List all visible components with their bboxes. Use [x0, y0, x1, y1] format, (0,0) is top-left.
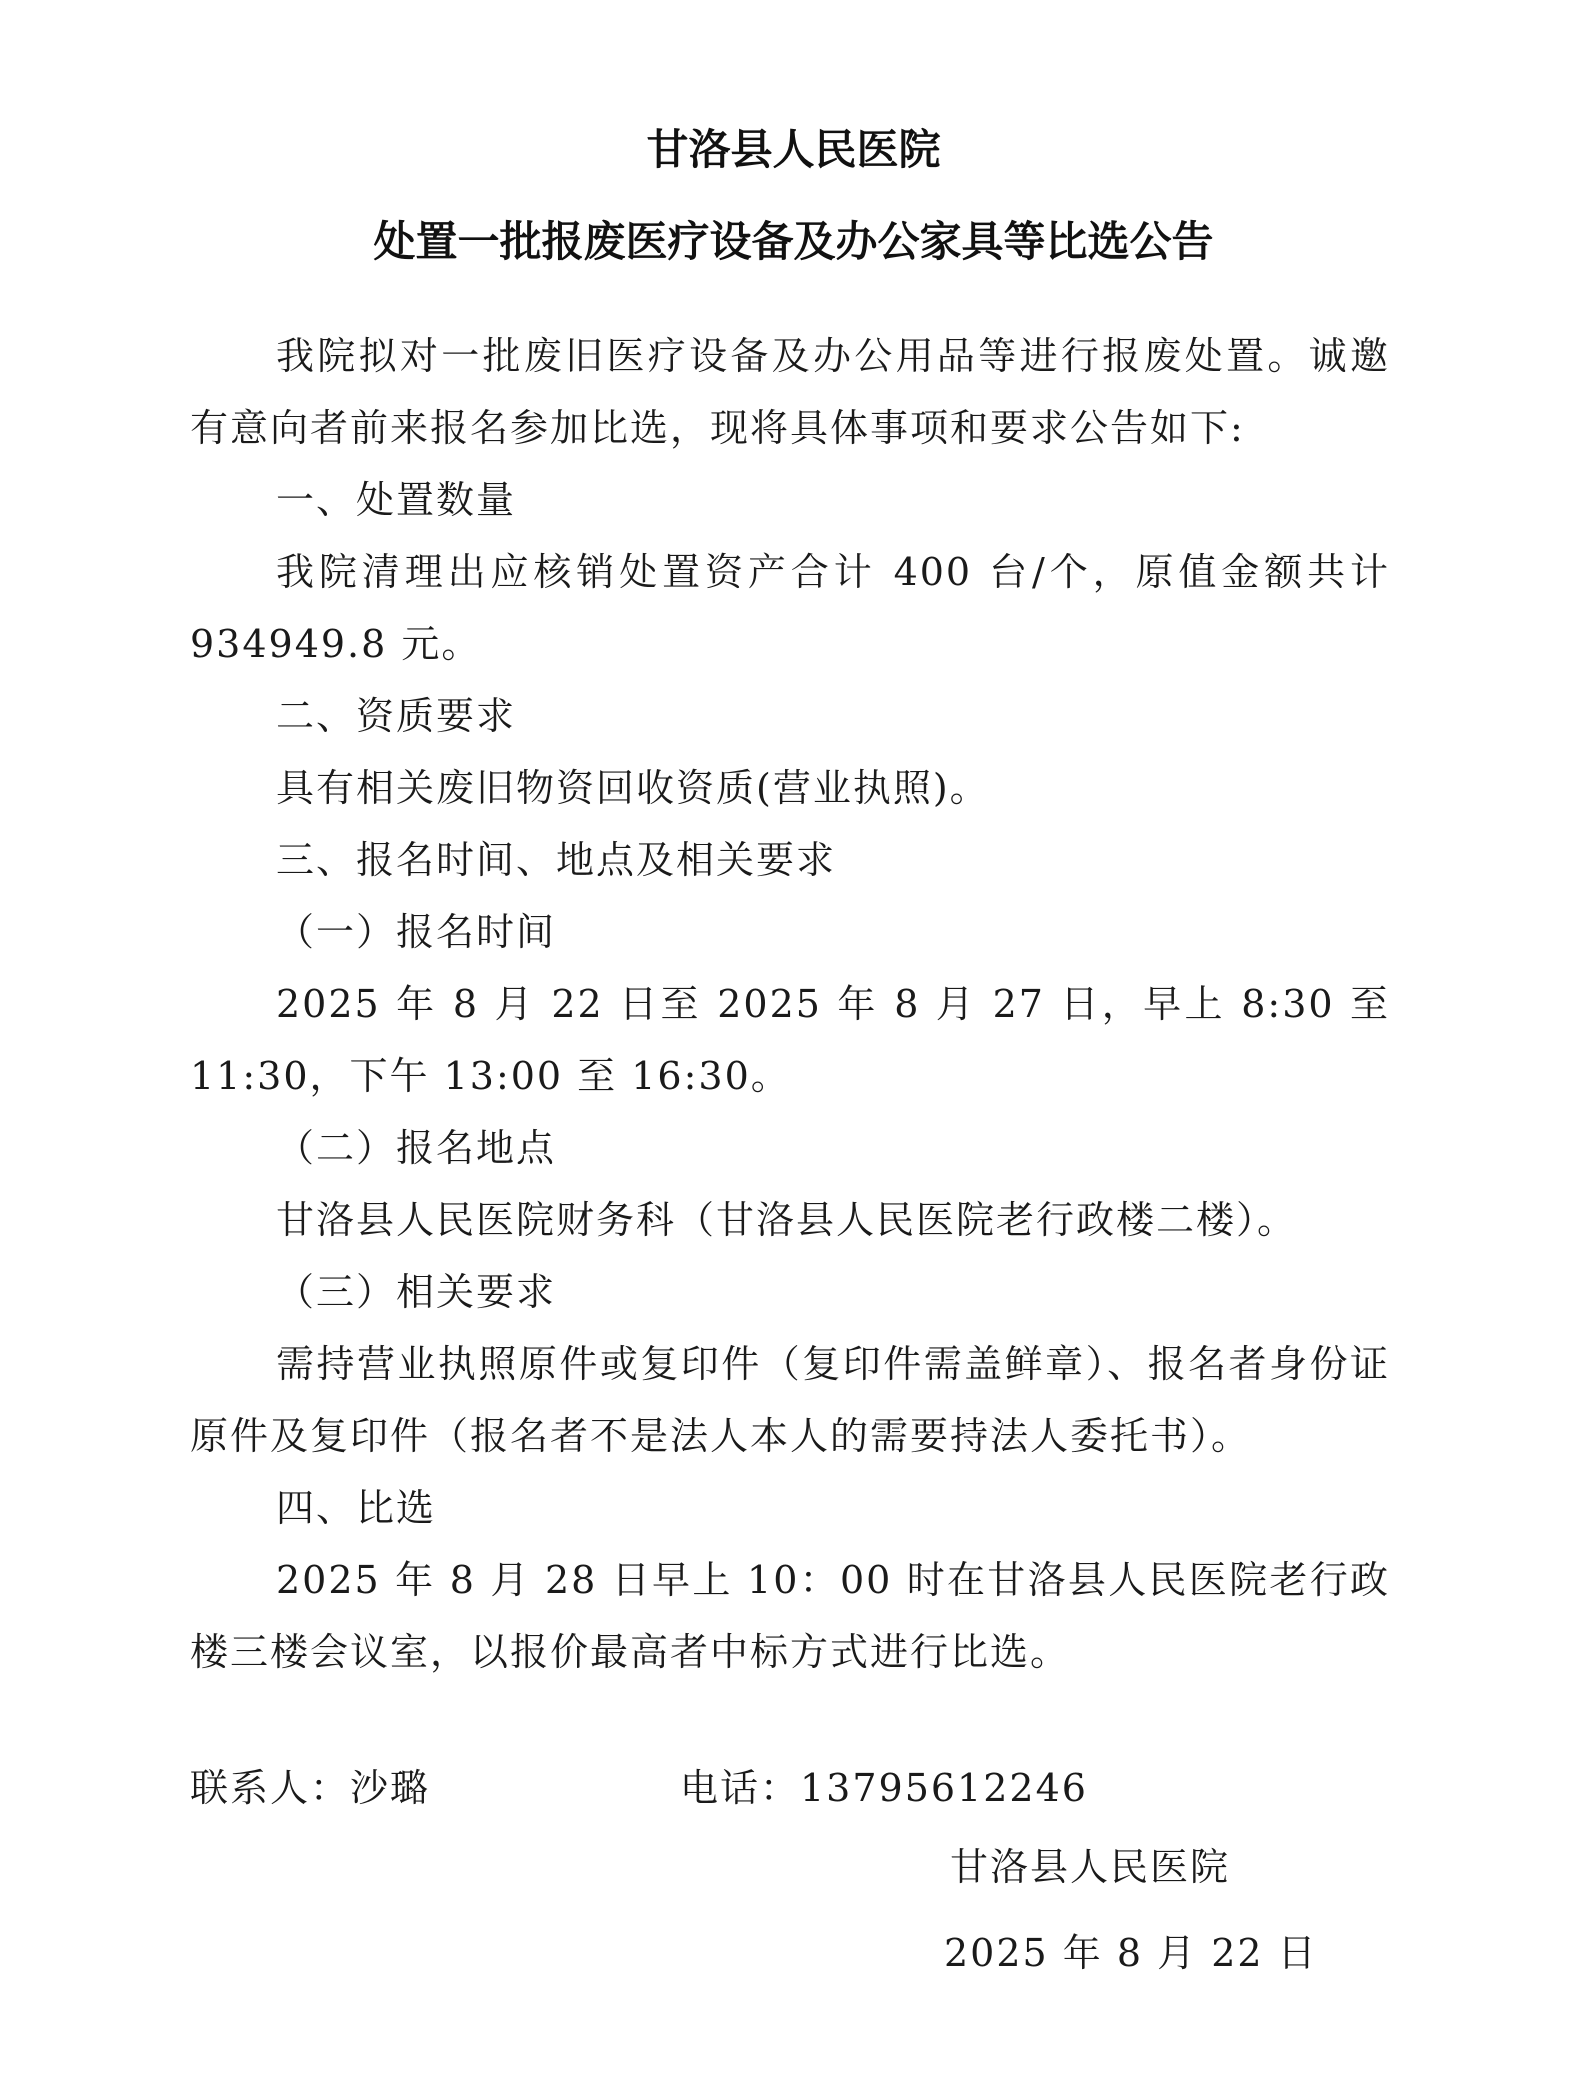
contact-phone: 电话：13795612246 — [680, 1766, 1088, 1810]
section-heading-registration: 三、报名时间、地点及相关要求 — [276, 838, 837, 882]
qualification-paragraph: 具有相关废旧物资回收资质(营业执照)。 — [276, 766, 990, 810]
section-heading-selection: 四、比选 — [276, 1486, 437, 1530]
selection-paragraph: 2025 年 8 月 28 日早上 10：00 时在甘洛县人民医院老行政楼三楼会议室，以报价最高者中标方式进行比选。 — [190, 1558, 1390, 1674]
quantity-paragraph: 我院清理出应核销处置资产合计 400 台/个，原值金额共计 934949.8 元。 — [190, 550, 1390, 666]
registration-place-paragraph: 甘洛县人民医院财务科（甘洛县人民医院老行政楼二楼）。 — [276, 1198, 1298, 1242]
requirements-paragraph: 需持营业执照原件或复印件（复印件需盖鲜章）、报名者身份证原件及复印件（报名者不是法人本人的需要持法人委托书）。 — [190, 1342, 1390, 1458]
sub-heading-registration-place: （二）报名地点 — [276, 1126, 557, 1170]
notice-body — [190, 320, 1390, 1688]
signature-date: 2025 年 8 月 22 日 — [944, 1931, 1318, 1975]
section-heading-quantity: 一、处置数量 — [276, 478, 517, 522]
signature-block — [944, 1824, 1318, 1996]
contact-person: 联系人：沙璐 — [190, 1766, 431, 1810]
hospital-title: 甘洛县人民医院 — [646, 125, 941, 174]
notice-title: 处置一批报废医疗设备及办公家具等比选公告 — [373, 217, 1214, 266]
section-heading-qualification: 二、资质要求 — [276, 694, 517, 738]
sub-heading-registration-time: （一）报名时间 — [276, 910, 557, 954]
signature-org: 甘洛县人民医院 — [950, 1845, 1231, 1889]
registration-time-paragraph: 2025 年 8 月 22 日至 2025 年 8 月 27 日，早上 8:30 至 11:30，下午 13:00 至 16:30。 — [190, 982, 1390, 1098]
intro-paragraph: 我院拟对一批废旧医疗设备及办公用品等进行报废处置。诚邀有意向者前来报名参加比选，现将具体事项和要求公告如下: — [190, 334, 1390, 450]
sub-heading-requirements: （三）相关要求 — [276, 1270, 557, 1314]
